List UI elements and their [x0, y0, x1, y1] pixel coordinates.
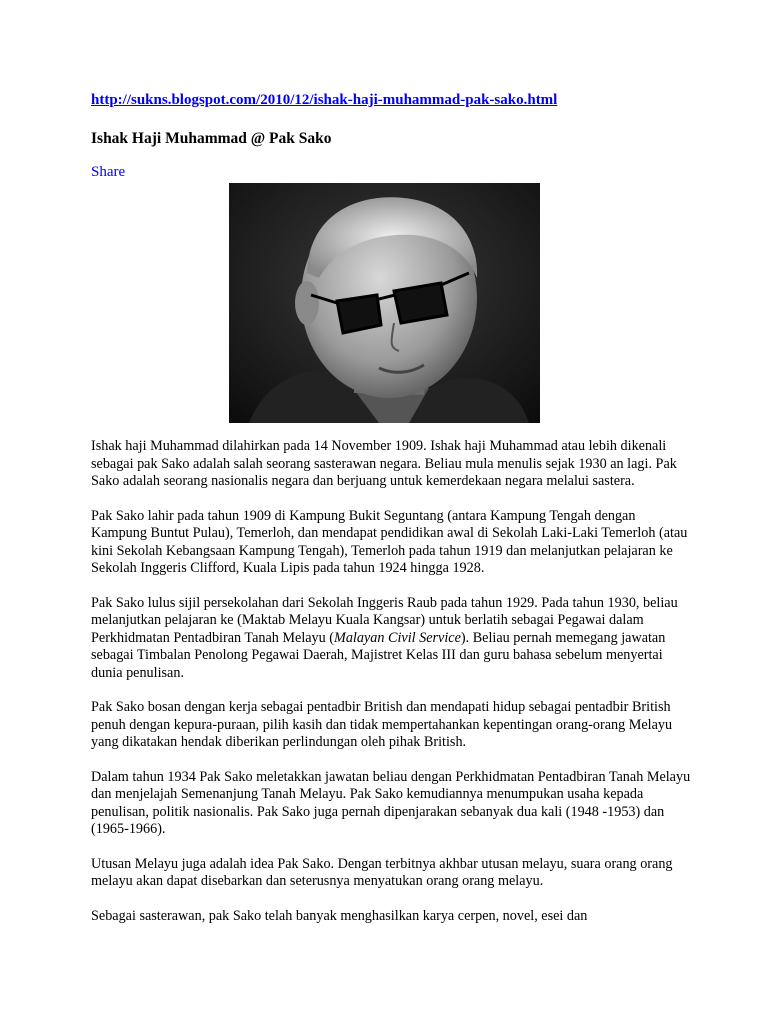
- article-paragraph: Pak Sako bosan dengan kerja sebagai pentadbir British dan mendapati hidup sebagai pentadbir British penuh dengan kepura-puraan, pilih kasih dan tidak mempertahankan kepentingan orang-orang Melayu yang dikatakan hendak diberikan perlindungan oleh pihak British.: [91, 699, 673, 750]
- document-page: [91, 90, 691, 924]
- article-paragraph: Utusan Melayu juga adalah idea Pak Sako. Dengan terbitnya akhbar utusan melayu, suara orang orang melayu akan dapat disebarkan dan seterusnya menyatukan orang orang melayu.: [91, 855, 673, 889]
- portrait-image: [229, 183, 540, 423]
- paragraph-text: ). Beliau pernah memegang jawatan sebagai Timbalan Penolong Pegawai Daerah, Majistret Kelas III dan guru bahasa sebelum menyertai dunia penulisan.: [91, 629, 666, 681]
- article-paragraph: Sebagai sasterawan, pak Sako telah banyak menghasilkan karya cerpen, novel, esei dan: [91, 907, 588, 924]
- article-paragraph: Dalam tahun 1934 Pak Sako meletakkan jawatan beliau dengan Perkhidmatan Pentadbiran Tanah Melayu dan menjelajah Semenanjung Tanah Melayu. Pak Sako kemudiannya menumpukan usaha kepada penulisan, politik nasionalis. Pak Sako juga pernah dipenjarakan sebanyak dua kali (1948 -1953) dan (1965-1966).: [91, 768, 691, 837]
- share-link[interactable]: Share: [91, 164, 126, 180]
- article-paragraph: Pak Sako lahir pada tahun 1909 di Kampung Bukit Seguntang (antara Kampung Tengah dengan Kampung Buntut Pulau), Temerloh, dan mendapat pendidikan awal di Sekolah Laki-Laki Temerloh (atau kini Sekolah Kebangsaan Kampung Tengah), Temerloh pada tahun 1919 dan melanjutkan pelajaran ke Sekolah Inggeris Clifford, Kuala Lipis pada tahun 1924 hingga 1928.: [91, 507, 688, 576]
- source-url-link[interactable]: http://sukns.blogspot.com/2010/12/ishak-haji-muhammad-pak-sako.html: [91, 92, 558, 108]
- article-paragraph: Ishak haji Muhammad dilahirkan pada 14 November 1909. Ishak haji Muhammad atau lebih dikenali sebagai pak Sako adalah salah seorang sasterawan negara. Beliau mula menulis sejak 1930 an lagi. Pak Sako adalah seorang nasionalis negara dan berjuang untuk kemerdekaan negara melalui sastera.: [91, 438, 677, 489]
- page-title: Ishak Haji Muhammad @ Pak Sako: [91, 130, 332, 147]
- article-body: [91, 438, 691, 942]
- italic-term: Malayan Civil Service: [334, 629, 461, 646]
- portrait-photo: [229, 183, 540, 423]
- article-paragraph: [91, 595, 691, 683]
- paragraph-text: Pak Sako lulus sijil persekolahan dari Sekolah Inggeris Raub pada tahun 1929. Pada tahun 1930, beliau melanjutkan pelajaran ke (Maktab Melayu Kuala Kangsar) untuk berlatih sebagai Pegawai dalam Perkhidmatan Pentadbiran Tanah Melayu (: [91, 594, 678, 646]
